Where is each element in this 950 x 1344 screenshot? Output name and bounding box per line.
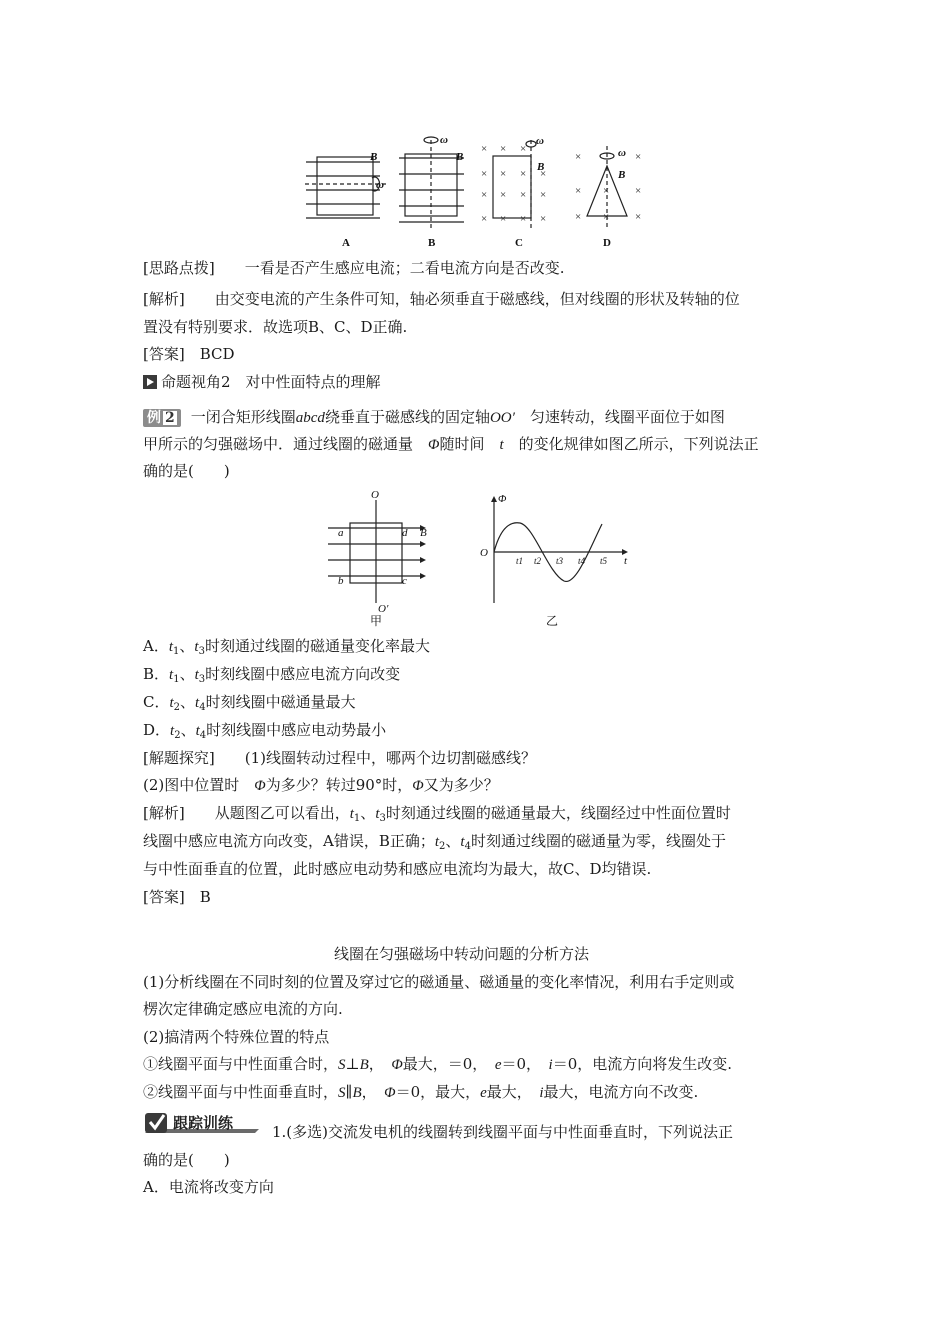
- answer-line-1: [答案] BCD: [143, 345, 235, 363]
- explore-line-2: (2)图中位置时 Φ为多少？转过90°时，Φ又为多少？: [143, 776, 499, 794]
- fig1-label-c: C: [515, 237, 523, 249]
- example-2-line-1: 例 2 一闭合矩形线圈abcd绕垂直于磁感线的固定轴OO′ 匀速转动，线圈平面位于如图: [143, 407, 725, 428]
- option-d: D．$t_2$、$t_4$时刻线圈中感应电动势最小: [143, 721, 387, 741]
- svg-text:b: b: [338, 575, 344, 587]
- caption-jia: 甲: [370, 614, 383, 628]
- topic-heading: 命题视角2 对中性面特点的理解: [143, 372, 381, 392]
- example-2-line-3: 确的是( ): [143, 462, 230, 480]
- hint-line: [思路点拨] 一看是否产生感应电流；二看电流方向是否改变.: [143, 259, 565, 277]
- svg-text:×: ×: [575, 151, 582, 163]
- svg-text:t3: t3: [556, 556, 564, 566]
- tracking-training-badge: [143, 1109, 261, 1137]
- play-icon: [143, 375, 157, 389]
- svg-text:×: ×: [540, 189, 547, 201]
- svg-text:×: ×: [520, 143, 527, 155]
- svg-text:a: a: [338, 527, 344, 539]
- svg-text:×: ×: [520, 189, 527, 201]
- svg-text:t2: t2: [534, 556, 542, 566]
- analysis-line-1: [解析] 由交变电流的产生条件可知，轴必须垂直于磁感线，但对线圈的形状及转轴的位: [143, 290, 740, 308]
- svg-text:t1: t1: [516, 556, 524, 566]
- svg-text:×: ×: [500, 213, 507, 225]
- example-2-line-2: 甲所示的匀强磁场中．通过线圈的磁通量 Φ随时间 t 的变化规律如图乙所示，下列说法正: [143, 435, 759, 453]
- svg-text:O′: O′: [378, 603, 389, 615]
- svg-text:×: ×: [575, 211, 582, 223]
- svg-text:×: ×: [520, 213, 527, 225]
- summary-title: 线圈在匀强磁场中转动问题的分析方法: [334, 945, 590, 963]
- svg-text:×: ×: [540, 168, 547, 180]
- svg-text:×: ×: [481, 213, 488, 225]
- analysis2-line-2: 线圈中感应电流方向改变，A错误，B正确；$t_2$、$t_4$时刻通过线圈的磁通量为零，线圈处于: [143, 832, 726, 852]
- option-b: B．$t_1$、$t_3$时刻线圈中感应电流方向改变: [143, 665, 401, 685]
- option-c: C．$t_2$、$t_4$时刻线圈中磁通量最大: [143, 693, 356, 713]
- fig1-label-a: A: [342, 237, 350, 249]
- svg-text:O: O: [480, 547, 488, 559]
- svg-text:ω: ω: [376, 179, 384, 191]
- svg-text:×: ×: [481, 189, 488, 201]
- svg-text:t4: t4: [578, 556, 586, 566]
- svg-text:×: ×: [500, 168, 507, 180]
- caption-yi: 乙: [546, 614, 559, 628]
- analysis2-line-3: 与中性面垂直的位置，此时感应电动势和感应电流均为最大，故C、D均错误.: [143, 860, 652, 878]
- svg-text:ω: ω: [536, 135, 544, 147]
- summary-p1b: 楞次定律确定感应电流的方向.: [143, 1000, 343, 1018]
- analysis2-line-1: [解析] 从题图乙可以看出，$t_1$、$t_3$时刻通过线圈的磁通量最大，线圈经过中性面位置时: [143, 804, 731, 824]
- svg-text:B: B: [456, 151, 464, 163]
- svg-text:×: ×: [500, 143, 507, 155]
- svg-text:×: ×: [603, 185, 610, 197]
- svg-text:×: ×: [481, 168, 488, 180]
- svg-text:B: B: [370, 151, 378, 163]
- svg-text:ω: ω: [440, 134, 448, 146]
- analysis-line-2: 置没有特别要求．故选项B、C、D正确.: [143, 318, 408, 336]
- fig1-label-d: D: [603, 237, 611, 249]
- svg-text:×: ×: [575, 185, 582, 197]
- summary-p1a: (1)分析线圈在不同时刻的位置及穿过它的磁通量、磁通量的变化率情况，利用右手定则或: [143, 973, 735, 991]
- svg-text:跟踪训练: 跟踪训练: [173, 1114, 234, 1132]
- summary-p4: ②线圈平面与中性面垂直时，S∥B， Φ＝0，最大，e最大， i最大，电流方向不改变.: [143, 1083, 699, 1101]
- svg-text:×: ×: [500, 189, 507, 201]
- coil-figure-abcd: [300, 132, 650, 250]
- svg-text:×: ×: [635, 185, 642, 197]
- svg-text:×: ×: [520, 168, 527, 180]
- c-cross: ×: [481, 143, 488, 155]
- svg-text:B: B: [420, 527, 427, 539]
- flux-figure: [320, 488, 640, 630]
- svg-text:Φ: Φ: [498, 493, 507, 505]
- summary-p3: ①线圈平面与中性面重合时，S⊥B， Φ最大，＝0， e＝0， i＝0，电流方向将发生改变.: [143, 1055, 733, 1073]
- svg-text:×: ×: [635, 151, 642, 163]
- answer-line-2: [答案] B: [143, 888, 211, 906]
- fig1-label-b: B: [428, 237, 436, 249]
- svg-text:×: ×: [540, 213, 547, 225]
- svg-text:c: c: [402, 575, 407, 587]
- option-a: A．$t_1$、$t_3$时刻通过线圈的磁通量变化率最大: [143, 637, 430, 657]
- svg-text:×: ×: [635, 211, 642, 223]
- tracking-question-line-2: 确的是( ): [143, 1151, 230, 1169]
- svg-text:d: d: [402, 527, 408, 539]
- example-badge: 例 2: [143, 409, 181, 427]
- summary-p2: (2)搞清两个特殊位置的特点: [143, 1028, 330, 1046]
- explore-line-1: [解题探究] (1)线圈转动过程中，哪两个边切割磁感线？: [143, 749, 536, 767]
- svg-text:×: ×: [603, 211, 610, 223]
- svg-text:t5: t5: [600, 556, 608, 566]
- svg-text:ω: ω: [618, 147, 626, 159]
- svg-text:B: B: [618, 169, 626, 181]
- svg-text:t: t: [624, 555, 628, 567]
- tracking-question-line-1: 1.(多选)交流发电机的线圈转到线圈平面与中性面垂直时，下列说法正: [272, 1123, 734, 1141]
- tracking-option-a: A．电流将改变方向: [143, 1178, 274, 1196]
- svg-text:B: B: [537, 161, 545, 173]
- svg-text:O: O: [371, 489, 379, 501]
